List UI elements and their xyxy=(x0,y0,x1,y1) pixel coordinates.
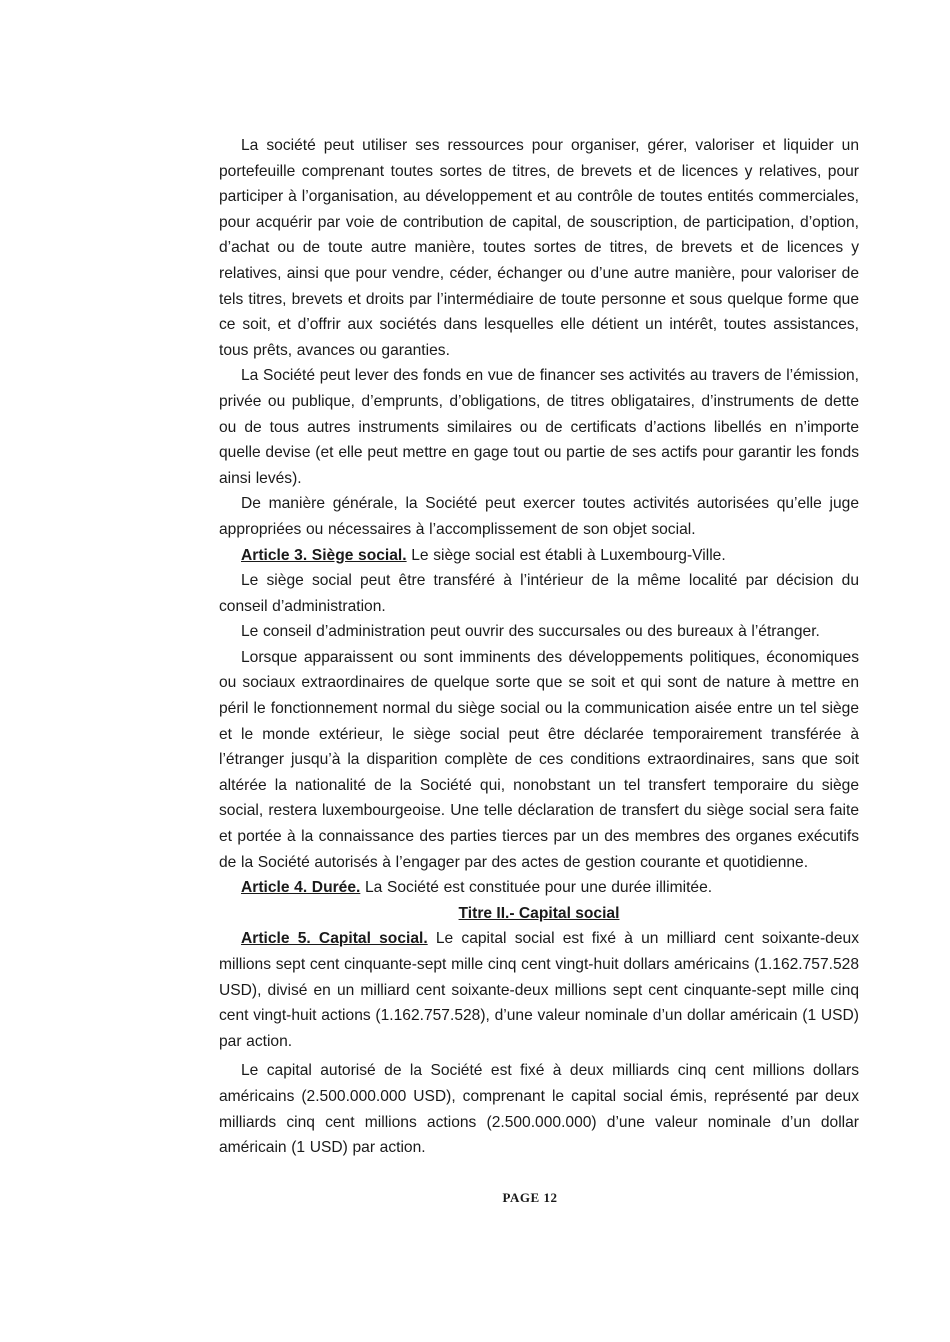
article-4-text: La Société est constituée pour une durée illimitée. xyxy=(360,879,713,897)
page-number: PAGE 12 xyxy=(502,1190,558,1205)
article-4-heading: Article 4. Durée. xyxy=(241,879,361,897)
article-3-text: Le siège social est établi à Luxembourg-Ville. xyxy=(406,546,726,564)
title-2-heading: Titre II.- Capital social xyxy=(458,904,620,922)
article-4-paragraph xyxy=(219,875,859,901)
article-5-heading: Article 5. Capital social. xyxy=(241,930,428,948)
document-body xyxy=(219,133,859,1161)
article-3-paragraph xyxy=(219,543,859,569)
paragraph-general-activities: De manière générale, la Société peut exercer toutes activités autorisées qu’elle juge appropriées ou nécessaires à l’accomplissement de son objet social. xyxy=(219,495,859,538)
article-5-text: Le capital social est fixé à un milliard cent soixante-deux millions sept cent cinquante-sept mille cinq cent vingt-huit dollars américains (1.162.757.528 USD), divisé en un milliard cent soixante-deux millions sept cent cinquante-sept mille cinq cent vingt-huit actions (1.162.757.528), d’une valeur nominale d’un dollar américain (1 USD) par action. xyxy=(219,930,859,1050)
paragraph-fund-raising: La Société peut lever des fonds en vue de financer ses activités au travers de l’émission, privée ou publique, d’emprunts, d’obligations, de titres obligataires, d’instruments de dette ou de tous autres instruments similaires ou de certificats d’actions libellés en n’importe quelle devise (et elle peut mettre en gage tout ou partie de ses actifs pour garantir les fonds ainsi levés). xyxy=(219,367,859,487)
paragraph-seat-transfer: Le siège social peut être transféré à l’intérieur de la même localité par décision du conseil d’administration. xyxy=(219,572,859,615)
article-5-paragraph xyxy=(219,926,859,1054)
paragraph-branches: Le conseil d’administration peut ouvrir des succursales ou des bureaux à l’étranger. xyxy=(241,623,820,641)
paragraph-authorized-capital: Le capital autorisé de la Société est fixé à deux milliards cinq cent millions dollars américains (2.500.000.000 USD), comprenant le capital social émis, représenté par deux milliards cinq cent millions actions (2.500.000.000) d’une valeur nominale d’un dollar américain (1 USD) par action. xyxy=(219,1062,859,1157)
paragraph-object-purpose: La société peut utiliser ses ressources pour organiser, gérer, valoriser et liquider un portefeuille comprenant toutes sortes de titres, de brevets et de licences y relatives, pour participer à l’organisation, au développement et au contrôle de toutes entités commerciales, pour acquérir par voie de contribution de capital, de souscription, de participation, d’option, d’achat ou de toute autre manière, toutes sortes de titres, de brevets et de licences y relatives, ainsi que pour vendre, céder, échanger ou d’une autre manière, pour valoriser de tels titres, brevets et droits par l’intermédiaire de toute personne et sous quelque forme que ce soit, et d’offrir aux sociétés dans lesquelles elle détient un intérêt, toutes assistances, tous prêts, avances ou garanties. xyxy=(219,137,859,359)
paragraph-extraordinary-events: Lorsque apparaissent ou sont imminents des développements politiques, économiques ou sociaux extraordinaires de quelque sorte que se soit et qui sont de nature à mettre en péril le fonctionnement normal du siège social ou la communication aisée entre un tel siège et le monde extérieur, le siège social peut être déclarée temporairement transférée à l’étranger jusqu’à la disparition complète de ces conditions extraordinaires, sans que soit altérée la nationalité de la Société qui, nonobstant un tel transfert temporaire du siège social, restera luxembourgeoise. Une telle déclaration de transfert du siège social sera faite et portée à la connaissance des parties tierces par un des membres des organes exécutifs de la Société autorisés à l’engager par des actes de gestion courante et quotidienne. xyxy=(219,648,859,871)
article-3-heading: Article 3. Siège social. xyxy=(241,546,407,564)
